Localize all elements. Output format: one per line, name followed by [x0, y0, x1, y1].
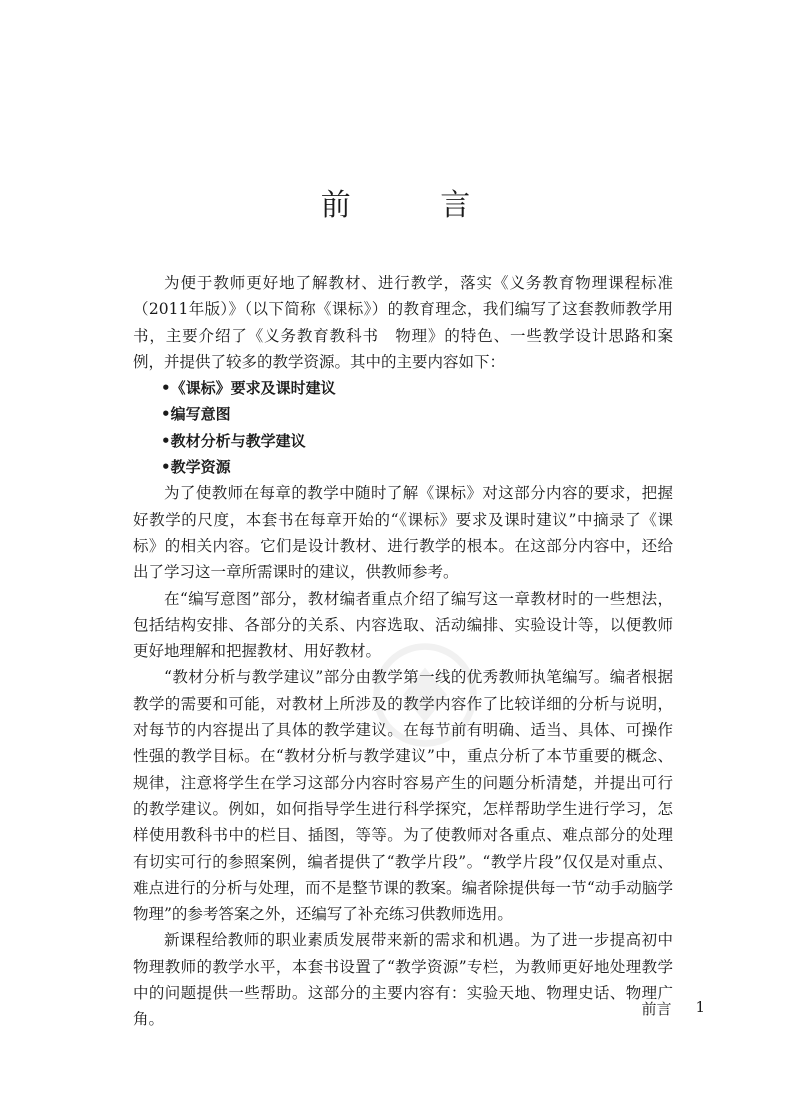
- body-paragraph: 为了使教师在每章的教学中随时了解《课标》对这部分内容的要求，把握好教学的尺度，本套书在每章开始的“《课标》要求及课时建议”中摘录了《课标》的相关内容。它们是设计教材、进行教学的根本。在这部分内容中，还给出了学习这一章所需课时的建议，供教师参考。: [133, 484, 673, 582]
- list-item: •教材分析与教学建议: [161, 431, 306, 450]
- body-paragraph: “教材分析与教学建议”部分由教学第一线的优秀教师执笔编写。编者根据教学的需要和可能，对教材上所涉及的教学内容作了比较详细的分析与说明，对每节的内容提出了具体的教学建议。在每节前有明确、适当、具体、可操作性强的教学目标。在“教材分析与教学建议”中，重点分析了本节重要的概念、规律，注意将学生在学习这部分内容时容易产生的问题分析清楚，并提出可行的教学建议。例如，如何指导学生进行科学探究，怎样帮助学生进行学习，怎样使用教科书中的栏目、插图，等等。为了使教师对各重点、难点部分的处理有切实可行的参照案例，编者提供了“教学片段”。“教学片段”仅仅是对重点、难点进行的分析与处理，而不是整节课的教案。编者除提供每一节“动手动脑学物理”的参考答案之外，还编写了补充练习供教师选用。: [133, 668, 673, 924]
- page-footer: [641, 998, 705, 1019]
- list-item: •教学资源: [161, 458, 231, 477]
- body-paragraph: 在“编写意图”部分，教材编者重点介绍了编写这一章教材时的一些想法，包括结构安排、各部分的关系、内容选取、活动编排、实验设计等，以便教师更好地理解和把握教材、用好教材。: [133, 589, 673, 661]
- page-number: 1: [695, 998, 705, 1016]
- page-title: 前 言: [320, 188, 511, 223]
- body-paragraph: 新课程给教师的职业素质发展带来新的需求和机遇。为了进一步提高初中物理教师的教学水平，本套书设置了“教学资源”专栏，为教师更好地处理教学中的问题提供一些帮助。这部分的主要内容有：实验天地、物理史话、物理广角。: [133, 931, 673, 1029]
- content-list: [133, 375, 673, 480]
- intro-paragraph: 为便于教师更好地了解教材、进行教学，落实《义务教育物理课程标准（2011年版）》（以下简称《课标》）的教育理念，我们编写了这套教师教学用书，主要介绍了《义务教育教科书 物理》的特色、一些教学设计思路和案例，并提供了较多的教学资源。其中的主要内容如下：: [133, 274, 673, 371]
- list-item: •《课标》要求及课时建议: [161, 379, 336, 398]
- footer-section-label: 前言: [641, 1000, 672, 1018]
- preface-body: [133, 270, 673, 1033]
- list-item: •编写意图: [161, 405, 231, 424]
